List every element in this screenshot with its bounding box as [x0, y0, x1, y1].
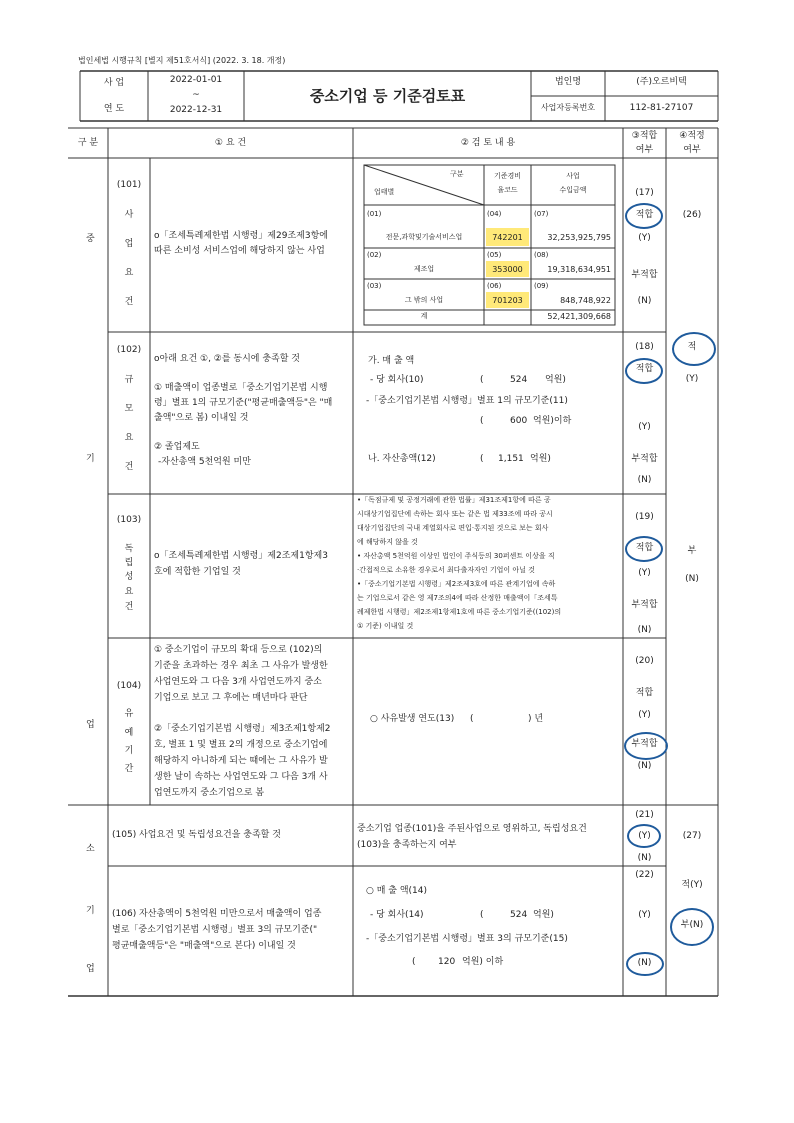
fit-code: (17) [635, 188, 654, 198]
side-category-char: 업 [86, 720, 95, 730]
review-unit: 억원) [530, 454, 551, 464]
requirement-line: 기업으로 보고 그 후에는 매년마다 판단 [154, 693, 308, 703]
review-bracket: ) 년 [528, 714, 544, 724]
fit-y: (Y) [638, 831, 651, 841]
table-cell-num: (01) [367, 210, 382, 218]
requirement-line: 사업연도와 그 다음 3개 사업연도까지 중소 [154, 677, 322, 687]
selection-circle [625, 536, 663, 562]
fit-n: (N) [637, 958, 652, 968]
fit-y: (Y) [638, 233, 651, 243]
table-total-amount: 52,421,309,668 [547, 312, 611, 321]
corp-name: (주)오르비텍 [636, 77, 687, 87]
review-unit: 억원) [545, 375, 566, 385]
review-line: •「독점규제 및 공정거래에 관한 법률」제31조제1항에 따른 공 [357, 496, 551, 504]
fit2-y: (Y) [685, 374, 699, 384]
row-label-char: 모 [124, 404, 134, 414]
selection-circle [624, 732, 668, 760]
row-label-char: 건 [124, 462, 134, 472]
fit-yes: 적합 [635, 364, 654, 374]
col-fit: 여부 [635, 145, 654, 155]
table-cell-amount: 848,748,922 [560, 296, 611, 305]
requirement-line: ② 졸업제도 [154, 442, 200, 452]
col-category: 구 분 [77, 138, 99, 148]
review-bracket: ( [480, 416, 484, 426]
table-header-amount: 사업 [566, 172, 580, 180]
table-cell-code: 353000 [492, 265, 523, 274]
requirement-line: 따른 소비성 서비스업에 해당하지 않는 사업 [154, 246, 325, 256]
fit-y: (Y) [638, 422, 651, 432]
fit-y: (Y) [638, 910, 651, 920]
review-value: 524 [510, 910, 528, 920]
row-label-char: 사 [124, 210, 134, 220]
fit2-n: (N) [685, 574, 699, 584]
review-line: ○ 매 출 액(14) [366, 886, 427, 896]
table-total-label: 계 [420, 312, 428, 320]
table-header-code: 율코드 [497, 186, 518, 194]
fit-yes: 적합 [635, 210, 654, 220]
table-cell-num: (08) [534, 251, 549, 259]
review-line: (103)을 충족하는지 여부 [357, 840, 457, 850]
review-value: 524 [510, 375, 528, 385]
row-label-char: 유 [124, 709, 134, 719]
requirement-line: 기준을 초과하는 경우 최초 그 사유가 발생한 [154, 661, 328, 671]
table-cell-num: (07) [534, 210, 549, 218]
review-line: 대상기업집단의 국내 계열회사로 편입·통지된 것으로 보는 회사 [357, 524, 549, 532]
requirement-line: 생한 날이 속하는 사업연도와 그 다음 3개 사 [154, 772, 328, 782]
review-line: 례제한법 시행령」제2조제1항제1호에 따른 중소기업기준((102)의 [357, 608, 562, 616]
review-value: 1,151 [498, 454, 524, 464]
col-fit2: 여부 [683, 145, 701, 155]
fit-code: (21) [635, 810, 654, 820]
fit-n: (N) [637, 853, 652, 863]
table-cell-industry: 제조업 [413, 265, 435, 273]
table-header-gubun: 구분 [450, 170, 464, 178]
requirement-line: -자산총액 5천억원 미만 [158, 457, 251, 467]
review-line: •「중소기업기본법 시행령」제2조제3호에 따른 관계기업에 속하 [357, 580, 556, 588]
fit-no: 부적합 [631, 600, 658, 610]
review-unit: 억원) 이하 [462, 957, 504, 967]
col-fit: ③적합 [631, 131, 658, 141]
fit-no: 부적합 [631, 454, 658, 464]
row-label-char: 예 [124, 728, 134, 738]
requirement-line: ① 중소기업이 규모의 확대 등으로 (102)의 [154, 645, 323, 655]
review-line: ○ 사유발생 연도(13) [370, 714, 455, 724]
fit-code: (18) [635, 342, 654, 352]
col-requirement: ① 요 건 [214, 138, 247, 148]
reg-no: 112-81-27107 [629, 103, 694, 113]
requirement-line: 별로「중소기업기본법 시행령」별표 3의 규모기준(" [112, 925, 318, 935]
table-cell-num: (02) [367, 251, 382, 259]
form-reference: 법인세법 시행규칙 [별지 제51호서식] (2022. 3. 18. 개정) [78, 56, 286, 65]
review-bracket: ( [480, 910, 484, 920]
fit-code: (22) [635, 870, 654, 880]
review-line: ·간접적으로 소유한 경우로서 최다출자자인 기업이 아닐 것 [357, 566, 535, 574]
review-line: -「중소기업기본법 시행령」별표 3의 규모기준(15) [366, 934, 568, 944]
row-label-char: 업 [124, 239, 134, 249]
period-end: 2022-12-31 [169, 105, 223, 115]
fit-n: (N) [637, 296, 652, 306]
requirement-line: o「조세특례제한법 시행령」제29조제3항에 [154, 231, 328, 241]
row-code: (102) [116, 345, 142, 355]
table-cell-num: (09) [534, 282, 549, 290]
fit2-code: (26) [682, 210, 702, 220]
row-label-char: 기 [124, 746, 134, 756]
table-cell-industry: 그 밖의 사업 [404, 296, 444, 304]
selection-circle [670, 908, 714, 946]
fit-y: (Y) [638, 568, 651, 578]
table-header-industry: 업태별 [374, 188, 395, 196]
row-label-char: 립 [124, 558, 134, 568]
requirement-line: 업연도까지 중소기업으로 봄 [154, 788, 265, 798]
requirement-line: o아래 요건 ①, ②를 동시에 충족할 것 [154, 354, 300, 364]
review-unit: 억원)이하 [533, 416, 572, 426]
business-year-label: 사 업 [103, 78, 125, 88]
row-label-char: 요 [124, 433, 134, 443]
requirement-line: 평균매출액등"은 "매출액"으로 본다) 이내일 것 [112, 941, 296, 951]
business-year-label: 연 도 [103, 104, 125, 114]
fit-y: (Y) [638, 710, 651, 720]
requirement-line: o「조세특례제한법 시행령」제2조제1항제3 [154, 551, 328, 561]
row-label-char: 요 [124, 268, 134, 278]
review-line: 중소기업 업종(101)을 주된사업으로 영위하고, 독립성요건 [357, 824, 587, 834]
table-cell-num: (06) [487, 282, 502, 290]
table-cell-num: (03) [367, 282, 382, 290]
fit2-code: (27) [682, 831, 702, 841]
requirement-line: (105) 사업요건 및 독립성요건을 충족할 것 [112, 830, 281, 840]
review-bracket: ( [480, 375, 484, 385]
fit-n: (N) [637, 625, 652, 635]
review-line: ① 기준) 이내일 것 [357, 622, 414, 630]
side-category-char: 중 [86, 234, 95, 244]
row-code: (101) [116, 180, 142, 190]
table-cell-num: (04) [487, 210, 502, 218]
row-label-char: 간 [124, 764, 134, 774]
row-label-char: 성 [124, 572, 134, 582]
side-category-char: 소 [86, 844, 95, 854]
review-line: - 당 회사(14) [370, 910, 424, 920]
fit2-yes: 적 [687, 342, 697, 352]
row-label-char: 독 [124, 544, 134, 554]
review-line: 나. 자산총액(12) [368, 454, 436, 464]
table-cell-amount: 32,253,925,795 [547, 233, 611, 242]
requirement-line: ① 매출액이 업종별로「중소기업기본법 시행 [154, 383, 328, 393]
requirement-line: 해당하지 아니하게 되는 때에는 그 사유가 발 [154, 756, 328, 766]
fit-code: (20) [635, 656, 654, 666]
row-label-char: 규 [124, 375, 134, 385]
review-value: 600 [510, 416, 528, 426]
review-bracket: ( [412, 957, 416, 967]
review-unit: 억원) [533, 910, 554, 920]
reg-no-label: 사업자등록번호 [540, 103, 596, 112]
fit-yes: 적합 [635, 543, 654, 553]
side-category-char: 업 [86, 964, 95, 974]
row-code: (103) [116, 515, 142, 525]
col-review: ② 검 토 내 용 [460, 138, 516, 148]
review-line: 에 해당하지 않을 것 [357, 538, 418, 546]
fit-code: (19) [635, 512, 654, 522]
selection-circle [626, 952, 664, 976]
requirement-line: (106) 자산총액이 5천억원 미만으로서 매출액이 업종 [112, 909, 322, 919]
row-label-char: 건 [124, 297, 134, 307]
row-label-char: 요 [124, 587, 134, 597]
table-header-code: 기준경비 [493, 172, 522, 180]
form-title: 중소기업 등 기준검토표 [309, 87, 466, 105]
requirement-line: ②「중소기업기본법 시행령」제3조제1항제2 [154, 724, 331, 734]
review-line: - 당 회사(10) [370, 375, 424, 385]
table-header-amount: 수입금액 [559, 186, 587, 194]
fit-no: 부적합 [631, 270, 658, 280]
review-line: 시대상기업집단에 속하는 회사 또는 같은 법 제33조에 따라 공시 [357, 510, 553, 518]
review-value: 120 [438, 957, 456, 967]
review-line: • 자산총액 5천억원 이상인 법인이 주식등의 30퍼센트 이상을 직 [357, 552, 555, 560]
side-category-char: 기 [86, 454, 95, 464]
fit-n: (N) [637, 475, 652, 485]
review-bracket: ( [480, 454, 484, 464]
fit2-yes: 적(Y) [681, 880, 703, 890]
fit-n: (N) [637, 761, 652, 771]
fit2-no: 부 [687, 546, 697, 556]
table-cell-num: (05) [487, 251, 502, 259]
selection-circle [625, 358, 663, 384]
selection-circle [627, 824, 661, 848]
row-label-char: 건 [124, 602, 134, 612]
selection-circle [625, 203, 663, 229]
requirement-line: 출액"으로 봄) 이내일 것 [154, 413, 249, 423]
corp-name-label: 법인명 [554, 77, 582, 87]
col-fit2: ④적정 [679, 131, 705, 141]
period-start: 2022-01-01 [169, 75, 223, 85]
requirement-line: 호, 별표 1 및 별표 2의 개정으로 중소기업에 [154, 740, 328, 750]
table-cell-code: 742201 [492, 233, 523, 242]
review-line: 는 기업으로서 같은 영 제7조의4에 따라 산정한 매출액이「조세특 [357, 594, 558, 602]
table-cell-industry: 전문,과학및기술서비스업 [385, 233, 463, 241]
review-line: 가. 매 출 액 [368, 356, 415, 366]
requirement-line: 령」별표 1의 규모기준("평균매출액등"은 "매 [154, 398, 333, 408]
table-cell-amount: 19,318,634,951 [547, 265, 611, 274]
review-bracket: ( [470, 714, 474, 724]
side-category-char: 기 [86, 906, 95, 916]
fit-no: 부적합 [631, 739, 658, 749]
review-line: -「중소기업기본법 시행령」별표 1의 규모기준(11) [366, 396, 568, 406]
requirement-line: 호에 적합한 기업일 것 [154, 567, 241, 577]
row-code: (104) [116, 681, 142, 691]
fit2-no: 부(N) [680, 920, 704, 930]
table-cell-code: 701203 [492, 296, 523, 305]
period-tilde: ~ [192, 90, 200, 100]
fit-yes: 적합 [635, 688, 654, 698]
